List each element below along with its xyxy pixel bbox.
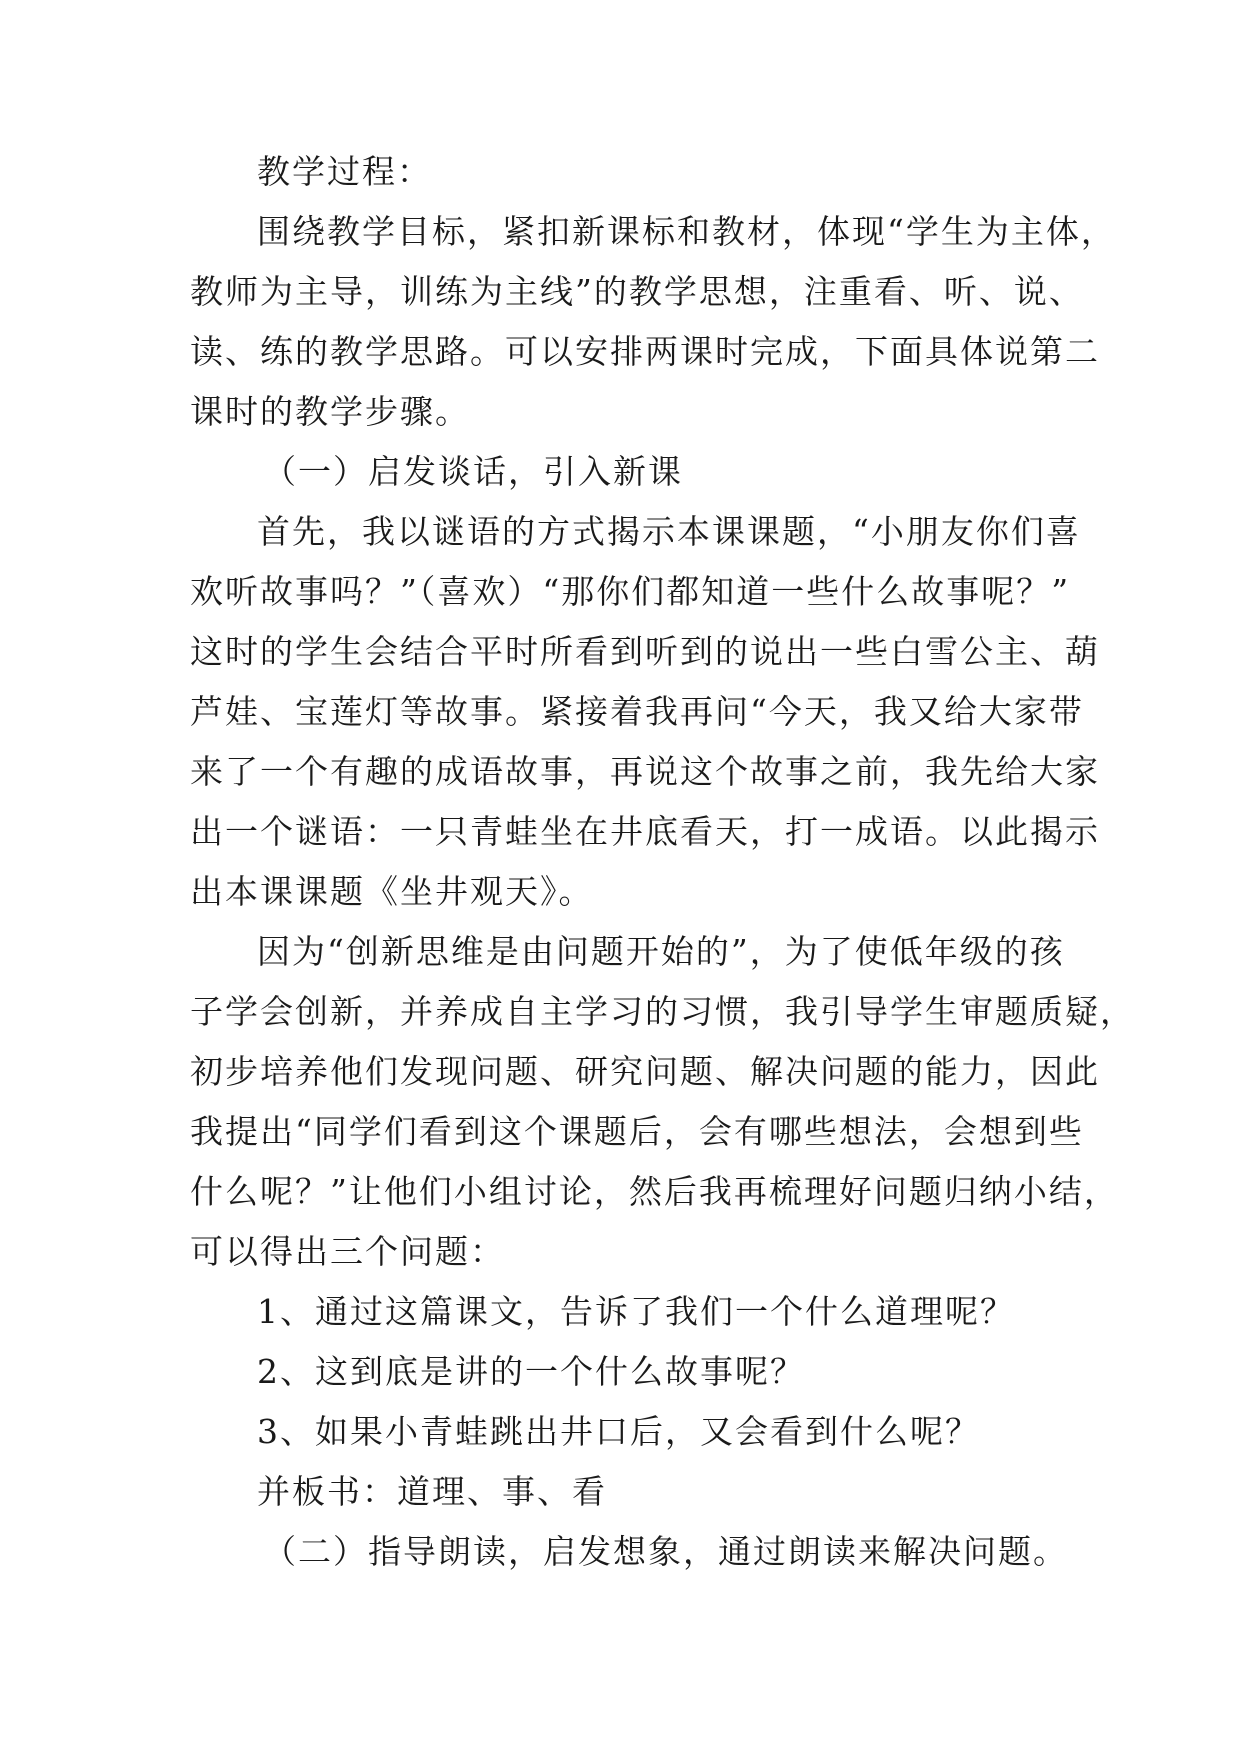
section-heading-2: （二）指导朗读，启发想象，通过朗读来解决问题。: [263, 1532, 1068, 1571]
paragraph-line: 因为“创新思维是由问题开始的”，为了使低年级的孩: [257, 932, 1065, 971]
paragraph-line: 什么呢？”让他们小组讨论，然后我再梳理好问题归纳小结，: [190, 1172, 1119, 1211]
paragraph-line: 出一个谜语：一只青蛙坐在井底看天，打一成语。以此揭示: [190, 812, 1100, 851]
list-item-1: 1、通过这篇课文，告诉了我们一个什么道理呢？: [257, 1292, 1015, 1331]
paragraph-line: 课时的教学步骤。: [190, 392, 470, 431]
paragraph-line: 这时的学生会结合平时所看到听到的说出一些白雪公主、葫: [190, 632, 1100, 671]
paragraph-line: 围绕教学目标，紧扣新课标和教材，体现“学生为主体，: [257, 212, 1116, 251]
paragraph-line: 我提出“同学们看到这个课题后，会有哪些想法，会想到些: [190, 1112, 1084, 1151]
paragraph-line: 读、练的教学思路。可以安排两课时完成，下面具体说第二: [190, 332, 1100, 371]
paragraph-line: 可以得出三个问题：: [190, 1232, 505, 1271]
section-heading-1: （一）启发谈话，引入新课: [263, 452, 683, 491]
paragraph-line: 子学会创新，并养成自主学习的习惯，我引导学生审题质疑，: [190, 992, 1135, 1031]
list-item-2: 2、这到底是讲的一个什么故事呢？: [257, 1352, 805, 1391]
paragraph-line: 出本课课题《坐井观天》。: [190, 872, 594, 911]
heading-teaching-process: 教学过程：: [257, 152, 432, 191]
blackboard-note: 并板书：道理、事、看: [257, 1472, 607, 1511]
paragraph-line: 欢听故事吗？”（喜欢）“那你们都知道一些什么故事呢？”: [190, 572, 1071, 611]
paragraph-line: 首先，我以谜语的方式揭示本课课题，“小朋友你们喜: [257, 512, 1081, 551]
paragraph-line: 教师为主导，训练为主线”的教学思想，注重看、听、说、: [190, 272, 1084, 311]
paragraph-line: 初步培养他们发现问题、研究问题、解决问题的能力，因此: [190, 1052, 1100, 1091]
paragraph-line: 芦娃、宝莲灯等故事。紧接着我再问“今天，我又给大家带: [190, 692, 1084, 731]
paragraph-line: 来了一个有趣的成语故事，再说这个故事之前，我先给大家: [190, 752, 1100, 791]
list-item-3: 3、如果小青蛙跳出井口后，又会看到什么呢？: [257, 1412, 980, 1451]
